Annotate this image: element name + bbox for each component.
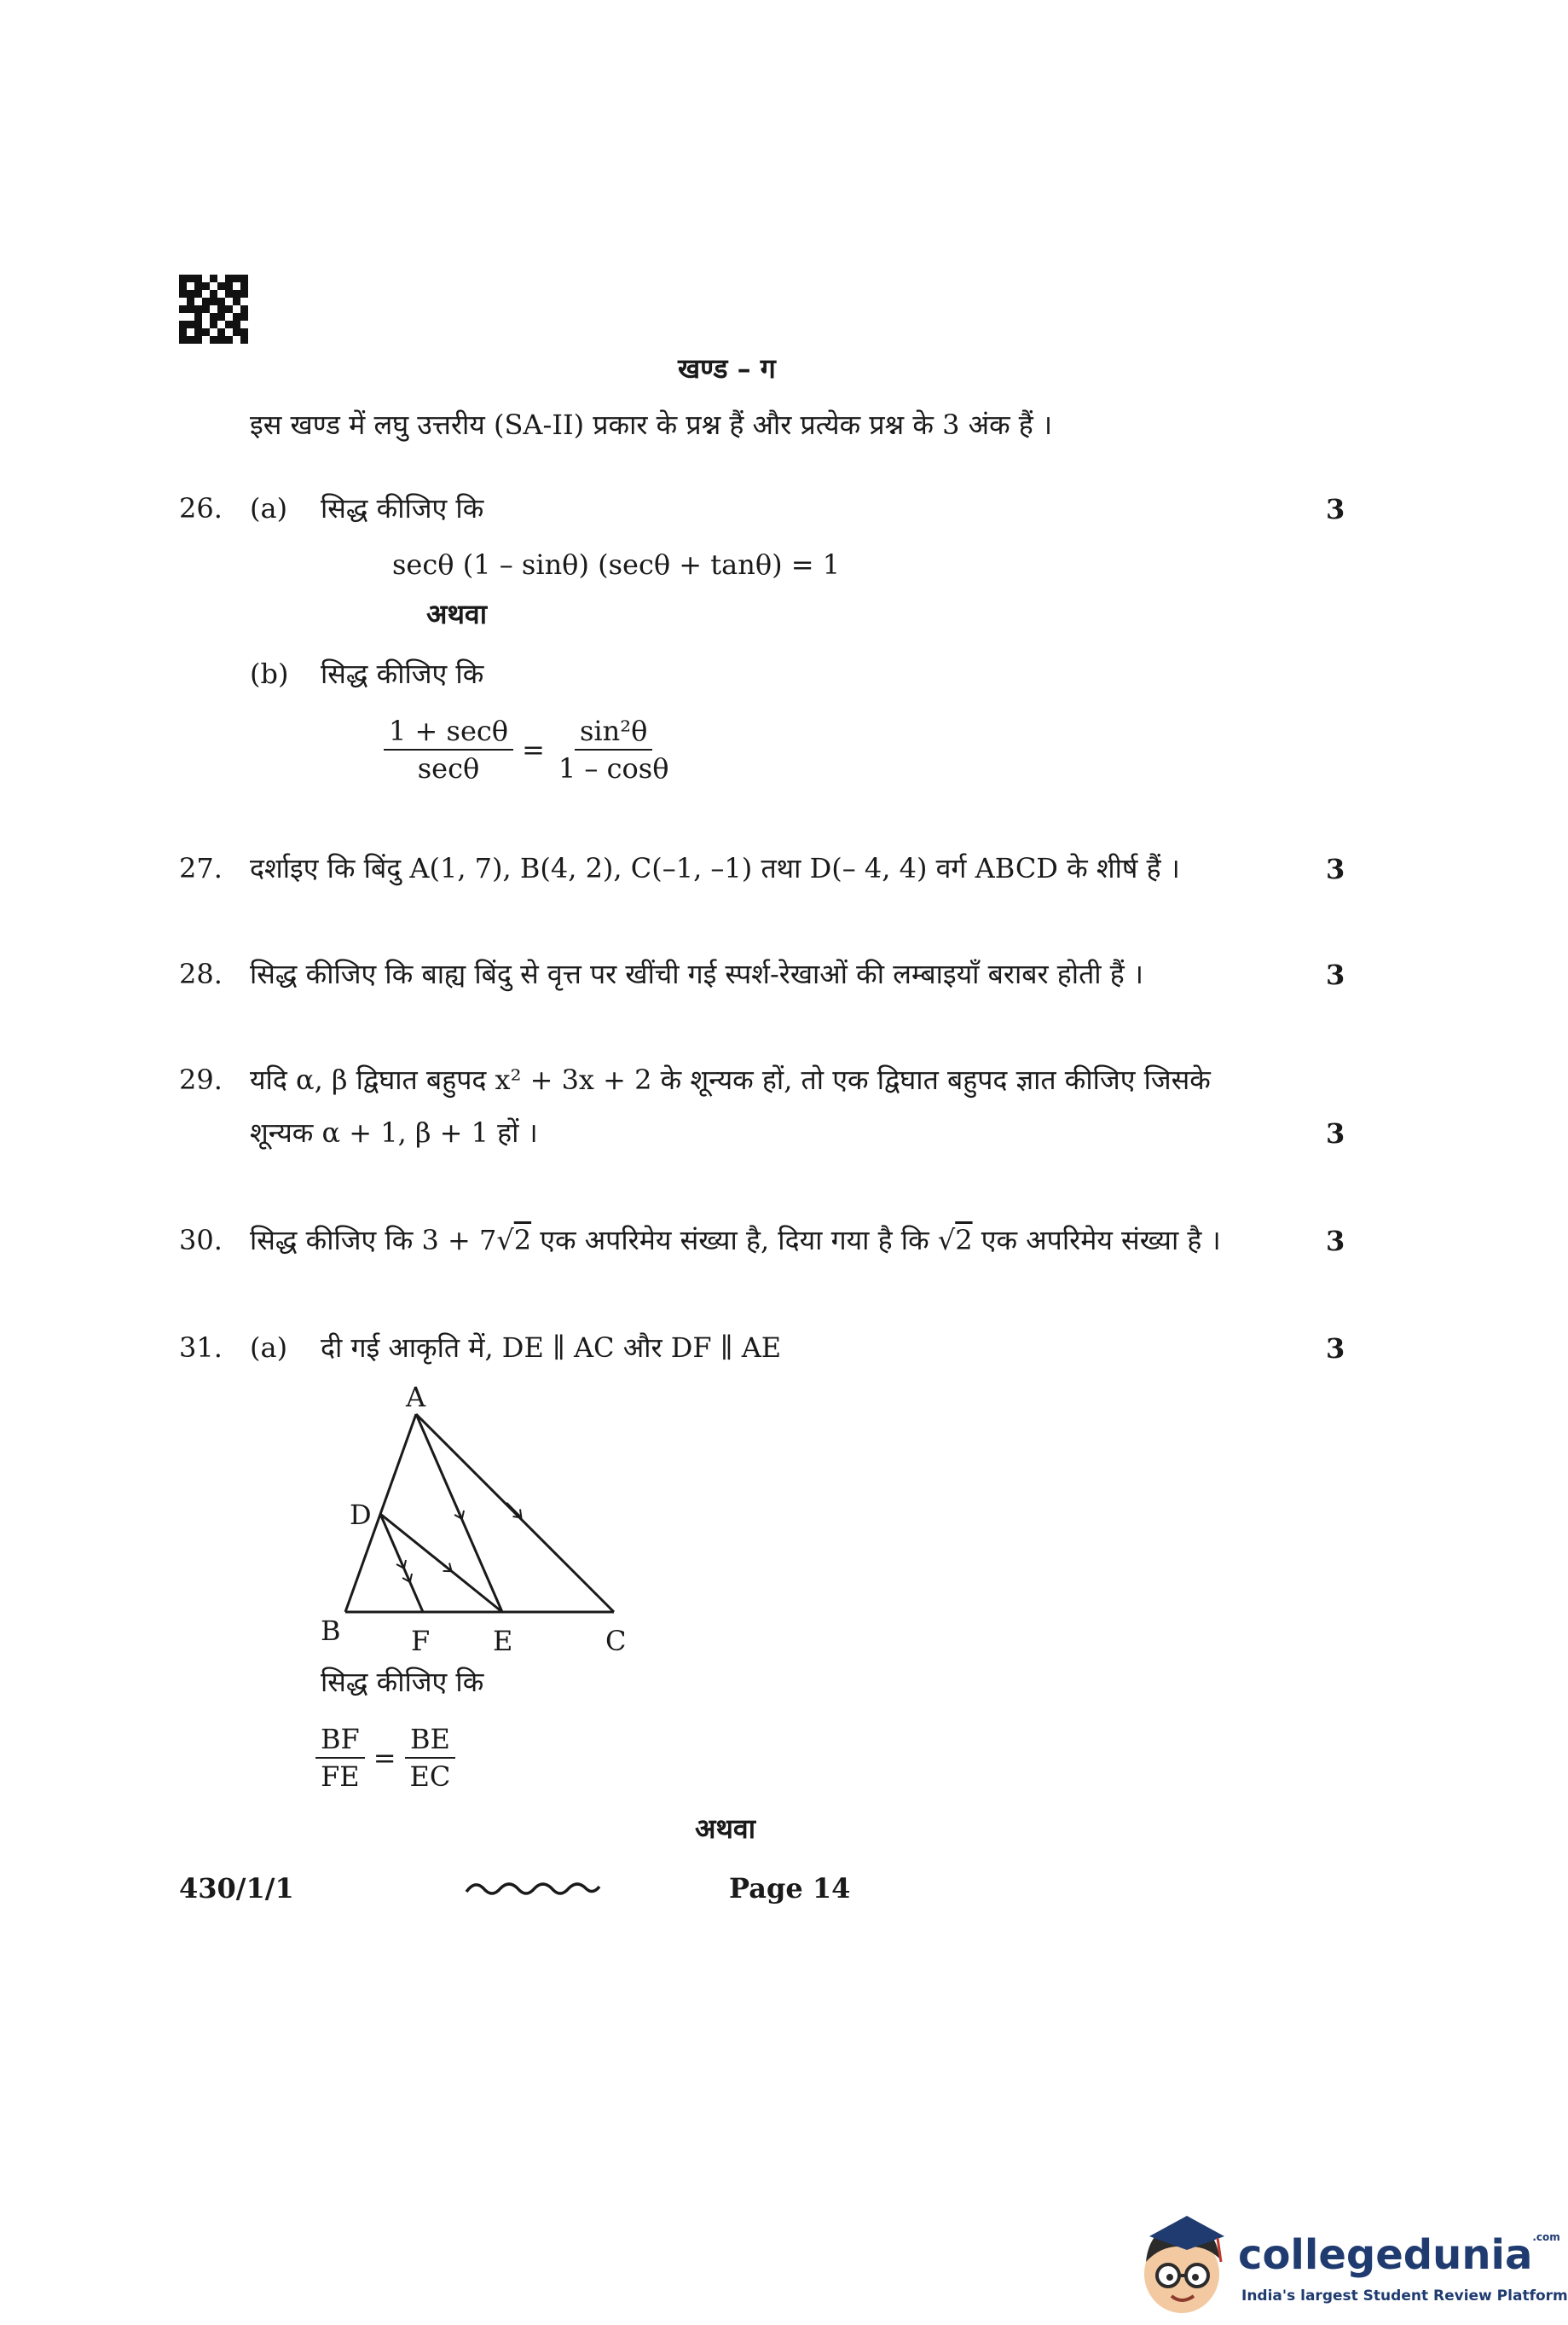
qr-code xyxy=(179,275,248,344)
q31-a-label: (a) xyxy=(250,1331,288,1364)
q31-rhs-numerator: BE xyxy=(405,1723,455,1759)
paper-code: 430/1/1 xyxy=(179,1872,294,1905)
q28-marks: 3 xyxy=(1326,959,1345,991)
q30-radical-2: √2 xyxy=(937,1224,973,1256)
q31-lhs-numerator: BF xyxy=(315,1723,365,1759)
q29-line2: शून्यक α + 1, β + 1 हों । xyxy=(250,1116,538,1149)
q26-b-rhs-numerator: sin²θ xyxy=(575,715,652,751)
q30-radicand-2: 2 xyxy=(955,1224,973,1256)
q26-b-lhs-fraction xyxy=(384,715,513,785)
q26-b-rhs-denominator: 1 – cosθ xyxy=(558,752,669,785)
collegedunia-watermark[interactable] xyxy=(1132,2207,1568,2322)
q26-a-text: सिद्ध कीजिए कि xyxy=(321,492,484,525)
q27-number: 27. xyxy=(179,852,223,884)
label-b: B xyxy=(321,1615,341,1647)
q28-text: सिद्ध कीजिए कि बाह्य बिंदु से वृत्त पर खींची गई स्पर्श-रेखाओं की लम्बाइयाँ बराबर होती हैं । xyxy=(250,958,1144,990)
q26-b-equals: = xyxy=(522,733,545,766)
q26-b-equation xyxy=(384,715,674,785)
q26-b-lhs-numerator: 1 + secθ xyxy=(384,715,513,751)
q31-rhs-fraction xyxy=(405,1723,456,1793)
q29-line1: यदि α, β द्विघात बहुपद x² + 3x + 2 के शून्यक हों, तो एक द्विघात बहुपद ज्ञात कीजिए जिसके xyxy=(250,1064,1211,1096)
q30-text-part1: सिद्ध कीजिए कि 3 + 7 xyxy=(250,1224,497,1256)
q26-b-rhs-fraction xyxy=(553,715,674,785)
brand-text: collegedunia xyxy=(1238,2231,1533,2279)
arrow-df xyxy=(396,1551,403,1567)
q26-marks: 3 xyxy=(1326,493,1345,525)
brand-name xyxy=(1238,2231,1560,2279)
q26-or: अथवा xyxy=(426,598,487,630)
brand-tagline: India's largest Student Review Platform xyxy=(1241,2287,1568,2305)
triangle-figure xyxy=(315,1377,639,1659)
q26-b-text: सिद्ध कीजिए कि xyxy=(321,658,484,690)
q31-prove-text: सिद्ध कीजिए कि xyxy=(321,1666,484,1698)
q30-radicand-1: 2 xyxy=(513,1224,532,1256)
page-number: Page 14 xyxy=(729,1872,851,1905)
wave-ornament xyxy=(465,1876,601,1902)
q28-number: 28. xyxy=(179,958,223,990)
q31-equation xyxy=(315,1723,455,1793)
label-f: F xyxy=(411,1625,431,1657)
brand-tld: .com xyxy=(1532,2231,1560,2243)
q29-number: 29. xyxy=(179,1064,223,1096)
q27-text: दर्शाइए कि बिंदु A(1, 7), B(4, 2), C(–1, –1) तथा D(– 4, 4) वर्ग ABCD के शीर्ष हैं । xyxy=(250,852,1180,884)
q31-marks: 3 xyxy=(1326,1332,1345,1365)
q31-a-text: दी गई आकृति में, DE ∥ AC और DF ∥ AE xyxy=(321,1331,782,1364)
q26-b-label: (b) xyxy=(250,658,289,690)
q30-number: 30. xyxy=(179,1224,223,1256)
q31-or: अथवा xyxy=(695,1812,755,1845)
q30-text-part3: एक अपरिमेय संख्या है । xyxy=(972,1224,1221,1256)
q29-marks: 3 xyxy=(1326,1117,1345,1150)
q27-marks: 3 xyxy=(1326,853,1345,885)
q26-a-label: (a) xyxy=(250,492,288,525)
label-c: C xyxy=(605,1625,627,1657)
arrow-ac xyxy=(506,1503,520,1516)
q30-radical-1: √2 xyxy=(496,1224,532,1256)
q31-lhs-denominator: FE xyxy=(321,1760,360,1793)
side-ac xyxy=(416,1414,614,1612)
arrow-df-2 xyxy=(402,1565,409,1580)
q30-marks: 3 xyxy=(1326,1225,1345,1257)
arrow-de xyxy=(437,1560,450,1570)
section-intro: इस खण्ड में लघु उत्तरीय (SA-II) प्रकार के प्रश्न हैं और प्रत्येक प्रश्न के 3 अंक हैं । xyxy=(250,409,1053,441)
q31-lhs-fraction xyxy=(315,1723,365,1793)
q31-number: 31. xyxy=(179,1331,223,1364)
q26-a-equation: secθ (1 – sinθ) (secθ + tanθ) = 1 xyxy=(392,548,841,581)
label-d: D xyxy=(350,1499,372,1531)
arrow-ae xyxy=(454,1502,461,1517)
mascot-icon xyxy=(1132,2207,1243,2322)
q30-text-part2: एक अपरिमेय संख्या है, दिया गया है कि xyxy=(531,1224,938,1256)
q26-number: 26. xyxy=(179,492,223,525)
label-e: E xyxy=(493,1625,513,1657)
q31-equals: = xyxy=(373,1742,396,1774)
label-a: A xyxy=(406,1381,426,1413)
section-title: खण्ड – ग xyxy=(678,352,776,385)
q30-text xyxy=(250,1223,1221,1257)
q31-rhs-denominator: EC xyxy=(409,1760,451,1793)
q26-b-lhs-denominator: secθ xyxy=(417,752,480,785)
